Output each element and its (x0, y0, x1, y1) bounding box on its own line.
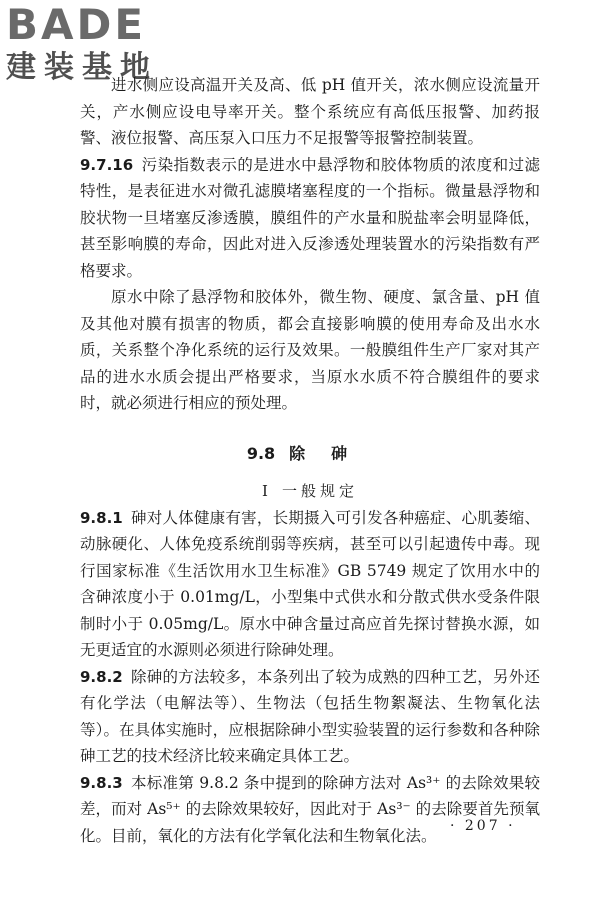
paragraph-continued: 进水侧应设高温开关及高、低 pH 值开关，浓水侧应设流量开关，产水侧应设电导率开关。整个系统应有高低压报警、加药报警、液位报警、高压泵入口压力不足报警等报警控制装置。 (80, 76, 540, 147)
section-heading (80, 441, 540, 464)
subsection-heading (80, 480, 540, 501)
clause-number: 9.7.16 (80, 155, 134, 174)
clause-9-7-16 (80, 152, 540, 285)
clause-9-8-2 (80, 664, 540, 770)
subsection-roman: Ⅰ (262, 481, 268, 500)
page-number: · 207 · (450, 818, 516, 834)
section-title: 除砷 (289, 443, 374, 463)
watermark-brand: BADE (6, 0, 147, 49)
clause-number: 9.8.3 (80, 773, 123, 792)
clause-text: 污染指数表示的是进水中悬浮物和胶体物质的浓度和过滤特性，是表征进水对微孔滤膜堵塞程度的一个指标。微量悬浮物和胶状物一旦堵塞反渗透膜，膜组件的产水量和脱盐率会明显降低，甚至影响膜的寿命，因此对进入反渗透处理装置水的污染指数有严格要求。 (80, 155, 540, 280)
clause-text: 砷对人体健康有害，长期摄入可引发各种癌症、心肌萎缩、动脉硬化、人体免疫系统削弱等疾病，甚至可以引起遗传中毒。现行国家标准《生活饮用水卫生标准》GB 5749 规定了饮用水中的含砷浓度小于 0.01mg/L，小型集中式供水和分散式供水受条件限制时小于 0.05mg/L。原水中砷含量过高应首先探讨替换水源，如无更适宜的水源则必须进行除砷处理。 (80, 508, 540, 659)
clause-9-8-3 (80, 770, 540, 850)
clause-text: 除砷的方法较多，本条列出了较为成熟的四种工艺，另外还有化学法（电解法等）、生物法（包括生物絮凝法、生物氧化法等）。在具体实施时，应根据除砷小型实验装置的运行参数和各种除砷工艺的技术经济比较来确定具体工艺。 (80, 667, 540, 765)
watermark-subtitle: 建装基地 (6, 50, 158, 85)
document-body (80, 72, 540, 849)
clause-text: 本标准第 9.8.2 条中提到的除砷方法对 As³⁺ 的去除效果较差，而对 As⁵⁺ 的去除效果较好，因此对于 As³⁻ 的去除要首先预氧化。目前，氧化的方法有化学氧化法和生物氧化法。 (80, 773, 540, 845)
clause-number: 9.8.1 (80, 508, 123, 527)
clause-9-7-16-paragraph-2: 原水中除了悬浮物和胶体外，微生物、硬度、氯含量、pH 值及其他对膜有损害的物质，都会直接影响膜的使用寿命及出水水质，关系整个净化系统的运行及效果。一般膜组件生产厂家对其产品的进水水质会提出严格要求，当原水水质不符合膜组件的要求时，就必须进行相应的预处理。 (80, 288, 540, 412)
subsection-title: 一般规定 (281, 481, 358, 500)
clause-number: 9.8.2 (80, 667, 123, 686)
section-number: 9.8 (246, 443, 276, 463)
clause-9-8-1 (80, 505, 540, 664)
